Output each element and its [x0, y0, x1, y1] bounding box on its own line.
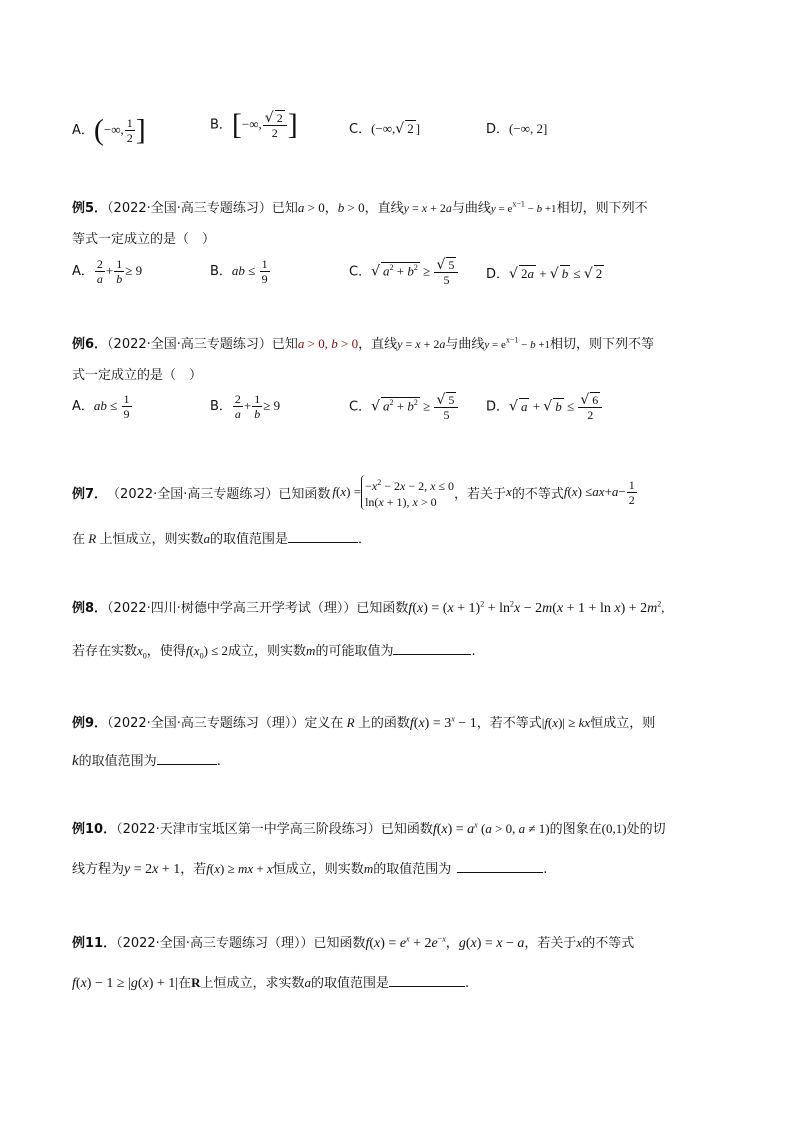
q4-option-d: D．(−∞, 2]	[486, 121, 548, 137]
q6-option-d: D．√ a + √ b ≤ $\frac{√ 6}{2}$	[486, 392, 603, 422]
q9-line1: 例9．（2022·全国·高三专题练习（理））定义在 R 上的函数$f(x) = 3^x - 1$，若不等式|f(x)| ≥ kx恒成立，则	[72, 714, 656, 731]
q7-line1: 例7． （2022·全国·高三专题练习） 已知函数 f ( x ) = $-x^2 - 2x - 2$, x ≤ 0 ln(x + 1), x > 0 ，若关于 x 的不等式 f ( x ) ≤ ax + a − $\frac{1}{2}$	[72, 472, 638, 512]
q8-answer-blank[interactable]	[393, 642, 471, 655]
q11-answer-blank[interactable]	[389, 974, 465, 987]
q6-options	[72, 392, 672, 428]
q11-line2: f(x) − 1 ≥ |g(x) + 1|在R上恒成立，求实数a的取值范围是 .	[72, 975, 470, 991]
q5-option-b: B．ab ≤ $\frac{1}{9}$	[210, 257, 268, 286]
q5-label: 例5．	[72, 201, 108, 216]
q4-options	[72, 110, 632, 150]
q4-option-b: B．[−∞, $\frac{√ 2}{2}$ ]	[210, 108, 298, 141]
q10-answer-blank[interactable]	[457, 860, 543, 873]
q5-source: （2022·全国·高三专题练习）	[107, 201, 272, 216]
q7-piecewise: $-x^2 - 2x - 2$, x ≤ 0 ln(x + 1), x > 0	[361, 475, 454, 510]
q9-label: 例9．	[72, 716, 108, 731]
q4-option-c: C．(−∞,√ 2 ]	[349, 121, 421, 137]
q6-option-b: B． $\frac{2}{a}$ + $\frac{1}{b}$ ≥ 9	[210, 392, 281, 421]
q6-source: （2022·全国·高三专题练习）	[107, 337, 272, 352]
q9-answer-blank[interactable]	[157, 752, 217, 765]
q7-line2: 在 R 上恒成立，则实数a的取值范围是 ．	[72, 531, 372, 547]
q8-source: （2022·四川·树德中学高三开学考试（理））	[107, 601, 357, 616]
q11-label: 例11．	[72, 936, 117, 951]
q6-line1: 例6．（2022·全国·高三专题练习）已知a > 0, b > 0，直线y = x + 2a与曲线$y = e^{x-1} - b +1$相切，则下列不等	[72, 335, 655, 352]
q8-line1: 例8．（2022·四川·树德中学高三开学考试（理））已知函数$f(x) = (x + 1)^2 + \ln^2x - 2m(x + 1 + \ln x) + 2m^2$,	[72, 599, 665, 616]
q6-label: 例6．	[72, 337, 108, 352]
q10-label: 例10．	[72, 822, 117, 837]
q7-source: （2022·全国·高三专题练习）	[107, 486, 279, 502]
q6-option-c: C．√ $a^2 + b^2$ ≥ $\frac{√ 5}{5}$	[349, 392, 459, 422]
q4-option-a: A．(−∞, $\frac{1}{2}$ ]	[72, 113, 146, 147]
q5-option-d: D．√ 2a + √ b ≤ √ 2	[486, 266, 603, 282]
q6-option-a: A．ab ≤ $\frac{1}{9}$	[72, 392, 130, 421]
q5-option-c: C．√ $a^2 + b^2$ ≥ $\frac{√ 5}{5}$	[349, 257, 459, 287]
q11-line1: 例11．（2022·全国·高三专题练习（理））已知函数$f(x) = e^x + 2e^{-x}$，g(x) = x − a，若关于x的不等式	[72, 934, 635, 951]
q10-line1: 例10．（2022·天津市宝坻区第一中学高三阶段练习）已知函数$f(x) = a^x$ (a > 0, a ≠ 1)的图象在(0,1)处的切	[72, 820, 666, 837]
q6-line2: 式一定成立的是（ ）	[72, 368, 203, 383]
q10-line2: 线方程为y = 2x + 1，若f(x) ≥ mx + x恒成立，则实数m的取值范围为 .	[72, 861, 548, 877]
q5-option-a: A． $\frac{2}{a}$ + $\frac{1}{b}$ ≥ 9	[72, 257, 143, 286]
q7-label: 例7．	[72, 486, 108, 502]
q5-line1: 例5．（2022·全国·高三专题练习）已知a > 0，b > 0，直线y = x + 2a与曲线$y = e^{x-1} - b +1$相切，则下列不	[72, 199, 648, 216]
q8-label: 例8．	[72, 601, 108, 616]
q9-line2: k的取值范围为 .	[72, 753, 221, 769]
q5-options	[72, 257, 672, 289]
q8-line2: 若存在实数$x_0$，使得$f(x_0) \le 2$成立，则实数m的可能取值为 .	[72, 643, 476, 661]
q5-line2: 等式一定成立的是（ ）	[72, 232, 216, 247]
q7-answer-blank[interactable]	[288, 530, 358, 543]
q11-source: （2022·全国·高三专题练习（理））	[116, 936, 314, 951]
q10-source: （2022·天津市宝坻区第一中学高三阶段练习）	[116, 822, 381, 837]
q9-source: （2022·全国·高三专题练习（理））	[107, 716, 305, 731]
